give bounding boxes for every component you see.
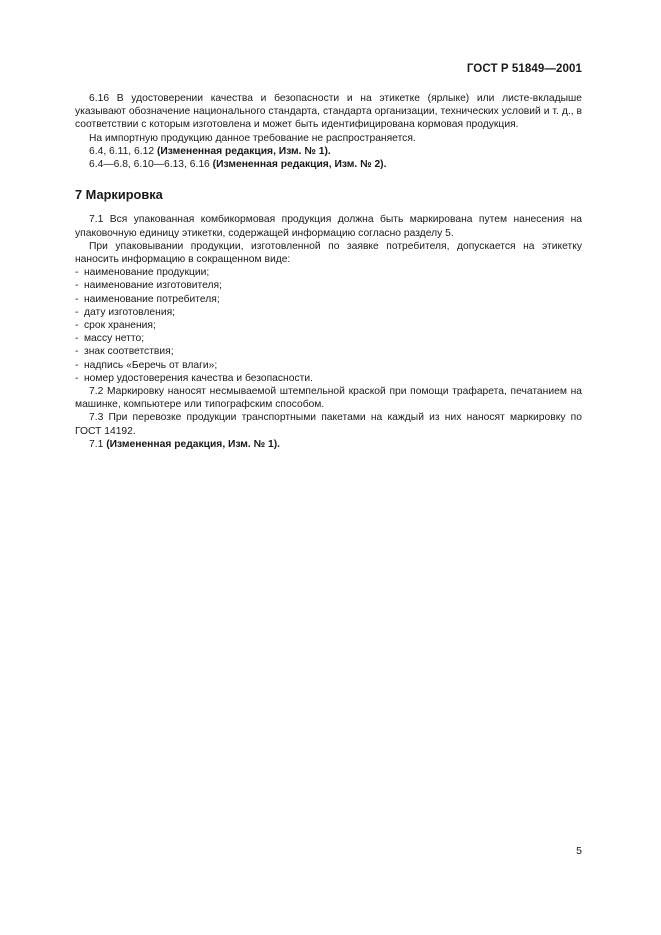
list-dash: -: [75, 346, 79, 358]
list-item: [75, 293, 582, 306]
list-item: [75, 306, 582, 319]
list-dash: -: [75, 333, 79, 345]
label-info-list: [75, 266, 582, 385]
amendment-clauses: 6.4—6.8, 6.10—6.13, 6.16: [89, 159, 210, 171]
paragraph-7-2: 7.2 Маркировку наносят несмываемой штемпельной краской при помощи трафарета, печатанием на машинке, компьютере или типографским способом.: [75, 386, 582, 411]
amendment-note-2: [75, 158, 582, 171]
amendment-label: (Измененная редакция, Изм. № 2).: [212, 159, 387, 171]
amendment-note-7-1: [75, 438, 582, 451]
import-note: На импортную продукцию данное требование не распространяется.: [89, 132, 416, 144]
list-dash: -: [75, 372, 79, 384]
list-dash: -: [75, 320, 79, 332]
list-dash: -: [75, 293, 79, 305]
amendment-label: (Измененная редакция, Изм. № 1).: [106, 438, 280, 450]
page-number: 5: [576, 845, 582, 857]
paragraph-6-16: 6.16 В удостоверении качества и безопасности и на этикетке (ярлыке) или листе-вкладыше указывают обозначение национального стандарта, стандарта организации, технических условий и т. д., в соответствии с которым изготовлена и может быть идентифицирована кормовая продукция.: [75, 93, 582, 131]
list-item-text: массу нетто;: [84, 333, 145, 345]
list-item: [75, 319, 582, 332]
list-item-text: наименование потребителя;: [84, 293, 220, 305]
amendment-clauses: 6.4, 6.11, 6.12: [89, 145, 155, 157]
paragraph-7-3: 7.3 При перевозке продукции транспортными пакетами на каждый из них наносят маркировку по ГОСТ 14192.: [75, 412, 582, 437]
document-body: [75, 92, 582, 451]
paragraph-7-1-abbrev: При упаковывании продукции, изготовленной по заявке потребителя, допускается на этикетку наносить информацию в сокращенном виде:: [75, 240, 582, 266]
list-item-text: надпись «Беречь от влаги»;: [84, 359, 218, 371]
list-item-text: наименование изготовителя;: [84, 280, 222, 292]
list-item: [75, 332, 582, 345]
list-item-text: дату изготовления;: [84, 306, 176, 318]
list-item-text: наименование продукции;: [84, 267, 210, 279]
list-dash: -: [75, 359, 79, 371]
amendment-label: (Измененная редакция, Изм. № 1).: [156, 145, 331, 157]
list-dash: -: [75, 267, 79, 279]
list-item-text: номер удостоверения качества и безопасности.: [84, 372, 313, 384]
list-item: [75, 345, 582, 358]
list-item: [75, 266, 582, 279]
list-dash: -: [75, 306, 79, 318]
list-item-text: срок хранения;: [84, 320, 156, 332]
list-item: [75, 359, 582, 372]
list-dash: -: [75, 280, 79, 292]
list-item-text: знак соответствия;: [84, 346, 174, 358]
list-item: [75, 279, 582, 292]
amendment-clauses: 7.1: [89, 438, 104, 450]
section-title-marking: 7 Маркировка: [75, 187, 163, 203]
amendment-note-1: [75, 145, 582, 158]
document-code: ГОСТ Р 51849—2001: [466, 63, 582, 75]
list-item: [75, 372, 582, 385]
paragraph-7-1: 7.1 Вся упакованная комбикормовая продукция должна быть маркирована путем нанесения на упаковочную единицу этикетки, содержащей информацию согласно разделу 5.: [75, 214, 582, 239]
